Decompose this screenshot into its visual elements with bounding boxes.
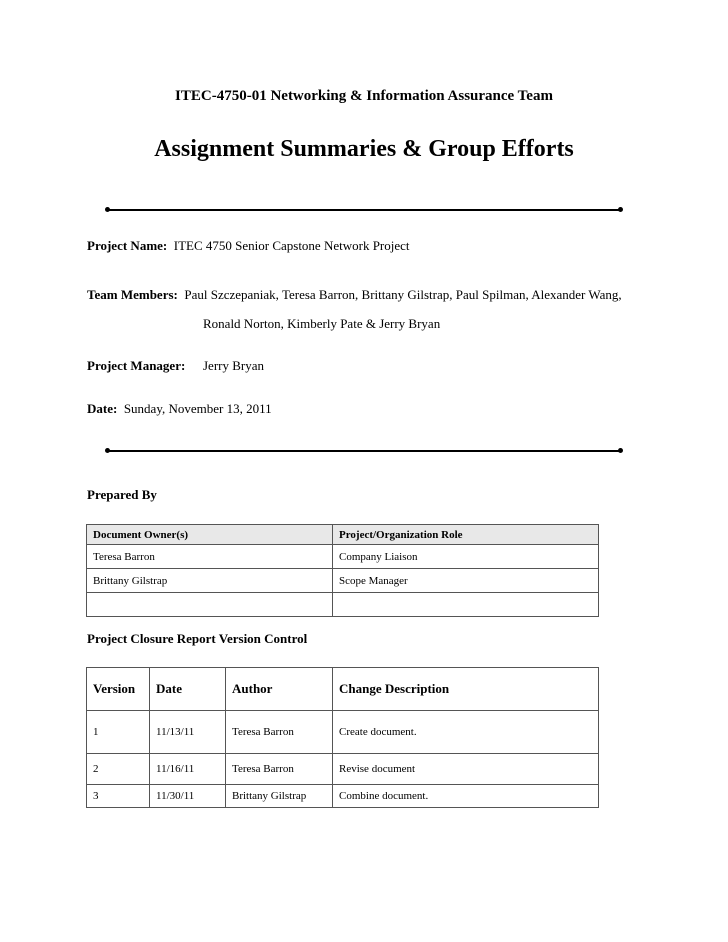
owners-col-role: Project/Organization Role bbox=[333, 525, 599, 545]
team-members-field bbox=[87, 287, 622, 303]
version-header-row bbox=[87, 668, 599, 711]
team-members-line-1: Paul Szczepaniak, Teresa Barron, Brittany Gilstrap, Paul Spilman, Alexander Wang, bbox=[184, 287, 622, 302]
change-cell: Create document. bbox=[333, 711, 599, 754]
version-col-change: Change Description bbox=[333, 668, 599, 711]
version-table bbox=[86, 667, 599, 808]
version-control-heading: Project Closure Report Version Control bbox=[87, 631, 308, 646]
table-row bbox=[87, 754, 599, 785]
project-manager-label: Project Manager: bbox=[87, 358, 186, 373]
change-cell: Combine document. bbox=[333, 785, 599, 808]
date-value: Sunday, November 13, 2011 bbox=[123, 401, 272, 416]
date-cell: 11/30/11 bbox=[150, 785, 226, 808]
author-cell: Brittany Gilstrap bbox=[226, 785, 333, 808]
owners-col-owner: Document Owner(s) bbox=[87, 525, 333, 545]
table-row bbox=[87, 569, 599, 593]
divider-top bbox=[108, 209, 620, 211]
date-cell: 11/16/11 bbox=[150, 754, 226, 785]
version-col-date: Date bbox=[150, 668, 226, 711]
version-col-author: Author bbox=[226, 668, 333, 711]
table-row bbox=[87, 711, 599, 754]
table-row bbox=[87, 785, 599, 808]
role-cell bbox=[333, 593, 599, 617]
owner-cell: Brittany Gilstrap bbox=[87, 569, 333, 593]
divider-bottom bbox=[108, 450, 620, 452]
version-cell: 3 bbox=[87, 785, 150, 808]
owner-cell: Teresa Barron bbox=[87, 545, 333, 569]
owners-table bbox=[86, 524, 599, 617]
date-label: Date: bbox=[87, 401, 118, 416]
date-field bbox=[87, 401, 272, 417]
version-cell: 1 bbox=[87, 711, 150, 754]
project-manager-field bbox=[87, 358, 185, 374]
project-name-value: ITEC 4750 Senior Capstone Network Project bbox=[173, 238, 410, 253]
owner-cell bbox=[87, 593, 333, 617]
table-row bbox=[87, 593, 599, 617]
author-cell: Teresa Barron bbox=[226, 711, 333, 754]
version-cell: 2 bbox=[87, 754, 150, 785]
role-cell: Company Liaison bbox=[333, 545, 599, 569]
owners-header-row bbox=[87, 525, 599, 545]
project-name-label: Project Name: bbox=[87, 238, 168, 253]
role-cell: Scope Manager bbox=[333, 569, 599, 593]
prepared-by-heading: Prepared By bbox=[87, 487, 157, 502]
team-members-label: Team Members: bbox=[87, 287, 178, 302]
project-name-field bbox=[87, 238, 410, 254]
team-heading: ITEC-4750-01 Networking & Information Assurance Team bbox=[175, 88, 553, 104]
team-members-line-2: Ronald Norton, Kimberly Pate & Jerry Bryan bbox=[203, 316, 441, 331]
author-cell: Teresa Barron bbox=[226, 754, 333, 785]
change-cell: Revise document bbox=[333, 754, 599, 785]
table-row bbox=[87, 545, 599, 569]
document-title: Assignment Summaries & Group Efforts bbox=[154, 136, 574, 162]
version-col-version: Version bbox=[87, 668, 150, 711]
date-cell: 11/13/11 bbox=[150, 711, 226, 754]
project-manager-value: Jerry Bryan bbox=[203, 358, 265, 373]
